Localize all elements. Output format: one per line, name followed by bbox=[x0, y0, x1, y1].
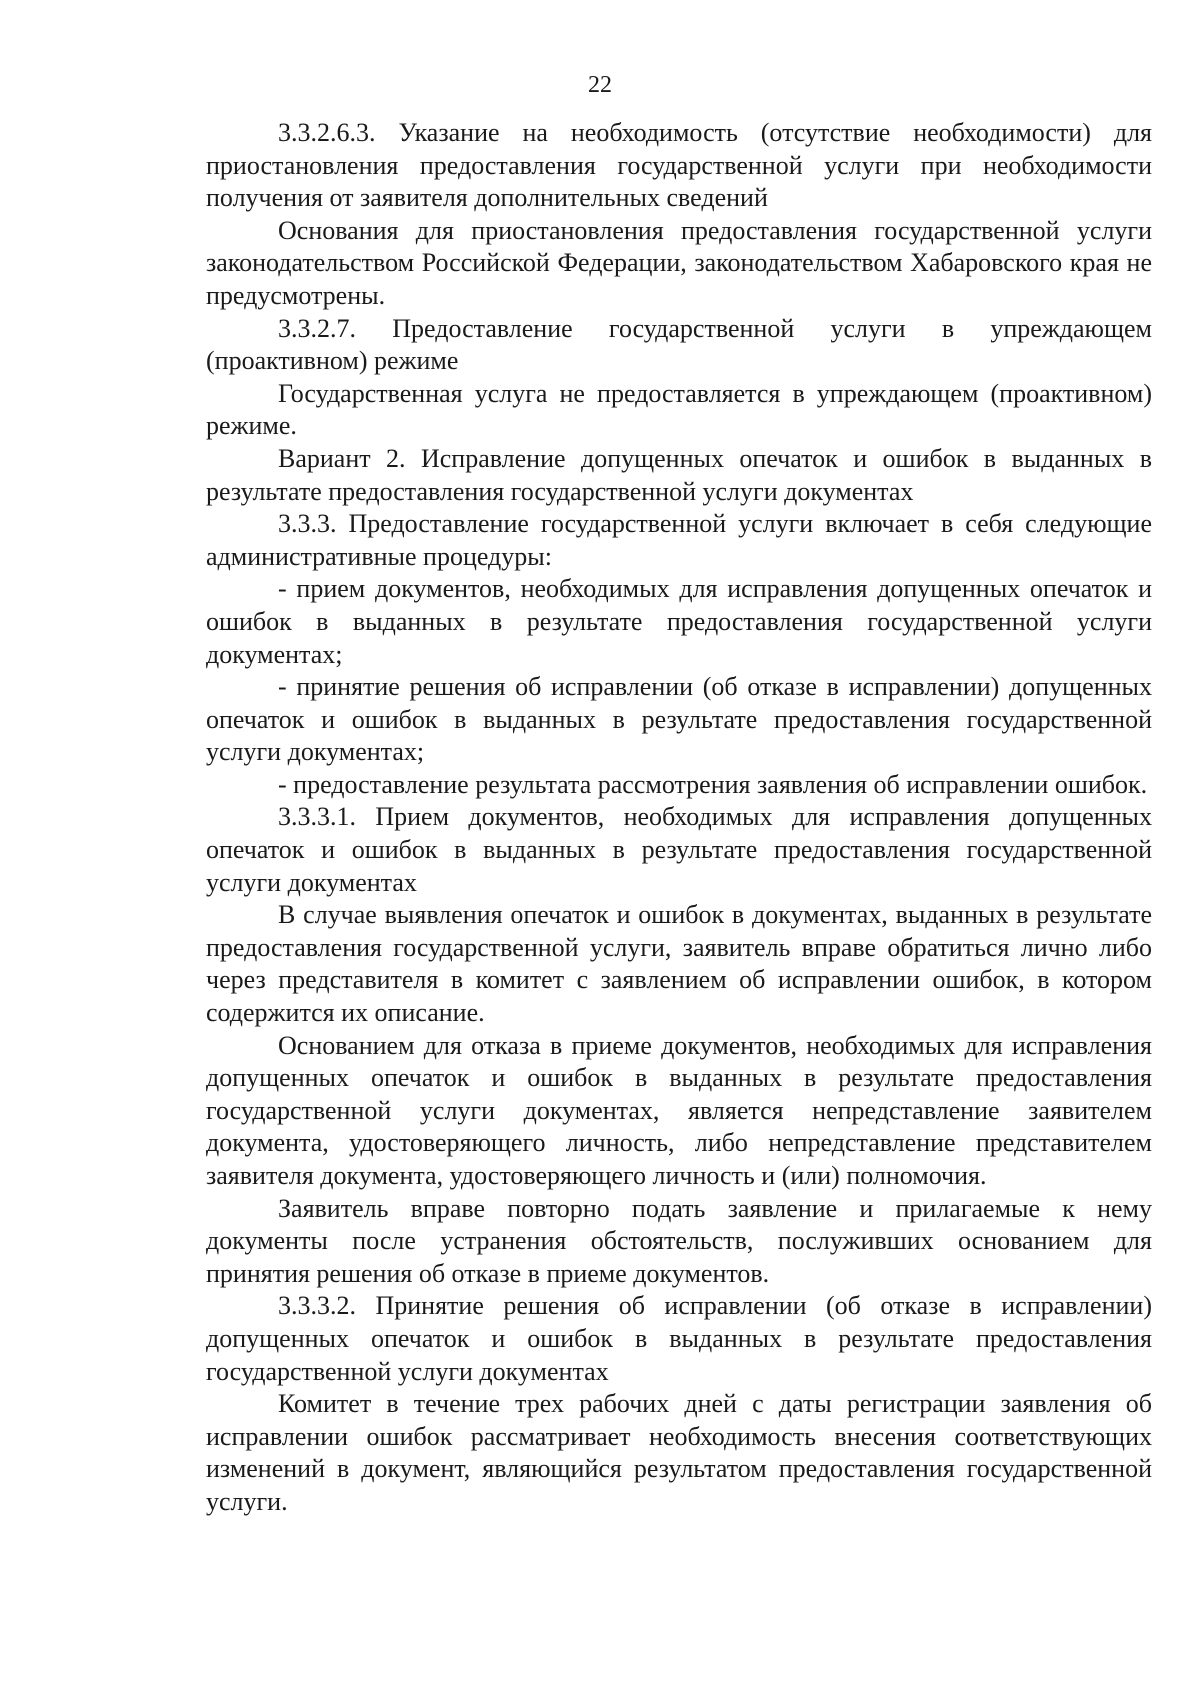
page-number: 22 bbox=[588, 72, 612, 98]
list-item-procedure-1: - прием документов, необходимых для исправления допущенных опечаток и ошибок в выданных в результате предоставления государственной услуги документах; bbox=[206, 574, 1152, 669]
paragraph-committee-review: Комитет в течение трех рабочих дней с даты регистрации заявления об исправлении ошибок рассматривает необходимость внесения соответствующих изменений в документ, являющийся результатом предоставления государственной услуги. bbox=[206, 1389, 1152, 1516]
document-body bbox=[206, 117, 1152, 1519]
paragraph-proactive-mode: Государственная услуга не предоставляется в упреждающем (проактивном) режиме. bbox=[206, 378, 1152, 441]
section-heading-3-3-3-1: 3.3.3.1. Прием документов, необходимых для исправления допущенных опечаток и ошибок в выданных в результате предоставления государственной услуги документах bbox=[206, 802, 1152, 897]
paragraph-resubmission: Заявитель вправе повторно подать заявление и прилагаемые к нему документы после устранения обстоятельств, послуживших основанием для принятия решения об отказе в приеме документов. bbox=[206, 1193, 1152, 1288]
paragraph-suspension-grounds: Основания для приостановления предоставления государственной услуги законодательством Российской Федерации, законодательством Хабаровского края не предусмотрены. bbox=[206, 215, 1152, 310]
section-heading-3-3-2-7: 3.3.2.7. Предоставление государственной услуги в упреждающем (проактивном) режиме bbox=[206, 313, 1152, 376]
section-heading-3-3-3: 3.3.3. Предоставление государственной услуги включает в себя следующие административные процедуры: bbox=[206, 509, 1152, 571]
variant-2-heading: Вариант 2. Исправление допущенных опечаток и ошибок в выданных в результате предоставления государственной услуги документах bbox=[206, 443, 1152, 506]
paragraph-error-detection: В случае выявления опечаток и ошибок в документах, выданных в результате предоставления государственной услуги, заявитель вправе обратиться лично либо через представителя в комитет с заявлением об исправлении ошибок, в котором содержится их описание. bbox=[206, 900, 1152, 1028]
list-item-procedure-2: - принятие решения об исправлении (об отказе в исправлении) допущенных опечаток и ошибок в выданных в результате предоставления государственной услуги документах; bbox=[206, 672, 1152, 767]
section-heading-3-3-2-6-3: 3.3.2.6.3. Указание на необходимость (отсутствие необходимости) для приостановления предоставления государственной услуги при необходимости получения от заявителя дополнительных сведений bbox=[206, 118, 1152, 213]
paragraph-refusal-grounds: Основанием для отказа в приеме документов, необходимых для исправления допущенных опечаток и ошибок в выданных в результате предоставления государственной услуги документах, является непредставление заявителем документа, удостоверяющего личность, либо непредставление представителем заявителя документа, удостоверяющего личность и (или) полномочия. bbox=[206, 1030, 1152, 1190]
list-item-procedure-3: - предоставление результата рассмотрения заявления об исправлении ошибок. bbox=[278, 769, 1148, 799]
section-heading-3-3-3-2: 3.3.3.2. Принятие решения об исправлении (об отказе в исправлении) допущенных опечаток и ошибок в выданных в результате предоставления государственной услуги документах bbox=[206, 1291, 1152, 1386]
